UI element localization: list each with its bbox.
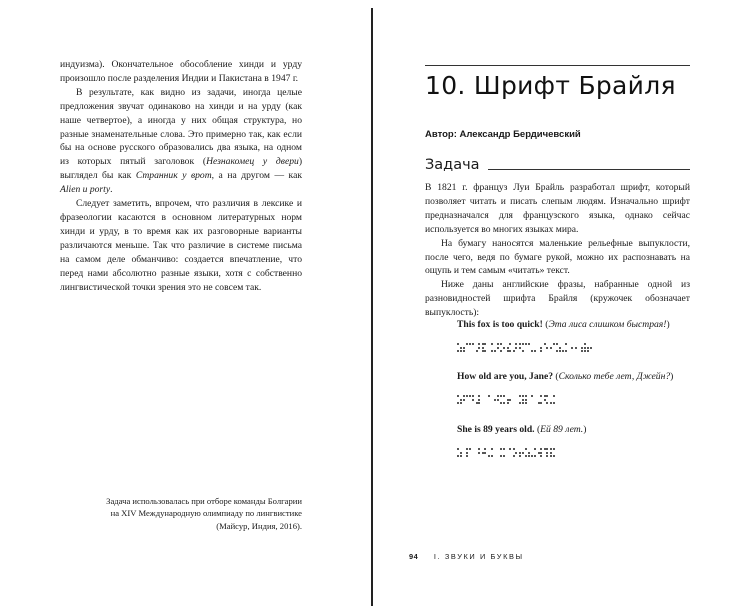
braille-dot [478,448,480,450]
braille-dot [466,455,468,457]
left-page-body [60,58,302,294]
chapter-rule [425,65,690,66]
braille-dot [466,452,468,454]
left-paragraph-1: индуизма). Окончательное обособление хинди и урду произошло после разделения Индии и Пакистана в 1947 г. [60,59,302,84]
braille-dot [528,455,530,457]
braille-dot [497,343,499,345]
braille-dot [590,347,592,349]
braille-dot [515,452,517,454]
braille-dot [575,347,577,349]
braille-dot [528,343,530,345]
braille-dot [476,350,478,352]
braille-dot [584,350,586,352]
braille-dot [581,347,583,349]
section-title: Задача [425,157,480,173]
braille-dot [466,448,468,450]
braille-dot [460,350,462,352]
braille-dot [460,399,462,401]
footer-section: I. ЗВУКИ И БУКВЫ [433,552,524,561]
braille-dot [522,402,524,404]
braille-dot [525,455,527,457]
braille-dot [584,347,586,349]
braille-dot [494,350,496,352]
braille-dot [457,350,459,352]
braille-dot [553,343,555,345]
braille-dot [544,343,546,345]
braille-dot [553,455,555,457]
right-page-body [425,181,690,320]
braille-dot [571,347,573,349]
braille-dot [503,395,505,397]
braille-dot [522,350,524,352]
braille-dot [484,452,486,454]
example-2: How old are you, Jane? (Сколько тебе лет, Джейн?) [457,371,674,382]
braille-dot [522,395,524,397]
braille-dot [540,402,542,404]
braille-dot [484,448,486,450]
braille-dot [460,402,462,404]
braille-dot [457,455,459,457]
braille-dot [472,395,474,397]
braille-dot [528,452,530,454]
braille-dot [540,448,542,450]
braille-dot [550,448,552,450]
braille-dot [546,455,548,457]
braille-dot [565,350,567,352]
braille-dot [546,395,548,397]
example-3: She is 89 years old. (Ей 89 лет.) [457,424,587,435]
braille-dot [546,452,548,454]
braille-dot [546,347,548,349]
braille-dot [466,395,468,397]
braille-dot [556,343,558,345]
braille-dot [472,343,474,345]
braille-dot [546,448,548,450]
braille-dot [509,350,511,352]
braille-dot [509,399,511,401]
braille-dot [491,455,493,457]
braille-dot [553,395,555,397]
braille-dot [497,395,499,397]
left-paragraph-3: Следует заметить, впрочем, что различия в лексике и фразеологии касаются в основном литературных норм хинди и урду, в то время как их разговорные варианты различаются меньше. Так что различие в системе письма на самом деле обманчиво: создается впечатление, что перед нами абсолютно разные языки, хотя с собственно лингвистической точки зрения это не совсем так. [60,198,302,293]
braille-dot [478,343,480,345]
braille-dot [515,343,517,345]
braille-dot [484,350,486,352]
braille-dot [550,455,552,457]
braille-dot [513,350,515,352]
braille-dot [497,399,499,401]
example-1: This fox is too quick! (Эта лиса слишком быстрая!) [457,319,670,330]
braille-dot [519,452,521,454]
braille-dot [503,455,505,457]
braille-dot [540,350,542,352]
braille-dot [525,395,527,397]
braille-dot [556,350,558,352]
braille-dot [587,350,589,352]
braille-dot [584,343,586,345]
right-paragraph-1: В 1821 г. француз Луи Брайль разработал шрифт, который позволяет читать и писать слепым людям. Изначально шрифт предназначался для французского языка, однако сейчас используется во многих языках мира. [425,182,690,235]
braille-dot [484,343,486,345]
braille-dot [457,395,459,397]
braille-dot [497,347,499,349]
braille-dot [515,347,517,349]
braille-dot [460,452,462,454]
braille-dot [494,399,496,401]
braille-dot [478,395,480,397]
page-number: 94 [409,552,419,561]
right-paragraph-3: Ниже даны английские фразы, набранные одной из разновидностей шрифта Брайля (кружочек обозначает выпуклость): [425,279,690,319]
braille-dot [519,455,521,457]
braille-dot [513,455,515,457]
braille-dot [469,448,471,450]
braille-dot [544,399,546,401]
braille-dot [565,343,567,345]
braille-dot [513,448,515,450]
braille-dot [534,448,536,450]
braille-dot [525,343,527,345]
section-heading [425,156,690,174]
braille-dot [519,343,521,345]
braille-dot [522,452,524,454]
braille-dot [478,402,480,404]
braille-dot [540,452,542,454]
braille-dot [478,347,480,349]
braille-dot [457,343,459,345]
braille-dot [525,402,527,404]
braille-dot [519,347,521,349]
braille-dot [540,455,542,457]
page-divider [371,8,373,606]
braille-dot [482,347,484,349]
braille-dot [463,350,465,352]
braille-dot [491,350,493,352]
braille-dot [460,347,462,349]
braille-dot [550,402,552,404]
braille-dot [534,350,536,352]
braille-dot [587,347,589,349]
braille-dot [525,399,527,401]
braille-dot [478,399,480,401]
braille-dot [491,448,493,450]
braille-dot [559,350,561,352]
braille-dot [540,347,542,349]
braille-dot [534,455,536,457]
braille-dot [507,402,509,404]
right-paragraph-2: На бумагу наносятся маленькие рельефные выпуклости, после чего, ведя по бумаге рукой, можно их распознавать на ощупь и тем самым «читать» текст. [425,237,690,277]
braille-dot [507,347,509,349]
braille-dot [531,395,533,397]
braille-dot [457,448,459,450]
braille-dot [550,452,552,454]
braille-dot [500,343,502,345]
braille-dot [472,399,474,401]
page-footer [409,552,524,561]
braille-dot [488,395,490,397]
braille-dot [503,448,505,450]
braille-dot [457,402,459,404]
braille-dot [478,452,480,454]
section-rule [488,169,690,170]
braille-dot [559,347,561,349]
braille-dot [491,343,493,345]
braille-dot [553,402,555,404]
braille-dot [550,347,552,349]
braille-dot [525,448,527,450]
chapter-title: 10. Шрифт Брайля [425,71,676,100]
braille-dot [500,350,502,352]
braille-dot [503,402,505,404]
braille-dot [488,455,490,457]
author-line: Автор: Александр Бердичевский [425,129,581,140]
braille-dot [463,347,465,349]
braille-dot [503,347,505,349]
braille-dot [466,343,468,345]
braille-dot [463,395,465,397]
braille-dot [546,402,548,404]
braille-dot [522,399,524,401]
braille-dot [553,448,555,450]
braille-dot [509,448,511,450]
braille-dot [581,350,583,352]
braille-dot [509,343,511,345]
braille-dot [519,402,521,404]
braille-dot [460,455,462,457]
braille-dot [540,395,542,397]
left-paragraph-2: В результате, как видно из задачи, иногда целые предложения звучат одинаково на хинди и на урду (как наше четвертое), а иногда у них общая структура, но разные знаменательные слова. Это примерно так, как если бы на основе русского образовались два языка, на одном из которых пятый заголовок (Незнакомец у двери) выглядел бы как Странник у врот, а на другом — как Alien u porty. [60,86,303,196]
braille-dot [463,399,465,401]
footnote: Задача использовалась при отборе команды Болгарии на XIV Международную олимпиаду по лингвистике (Майсур, Индия, 2016). [106,496,302,531]
braille-dot [522,343,524,345]
braille-dot [519,395,521,397]
